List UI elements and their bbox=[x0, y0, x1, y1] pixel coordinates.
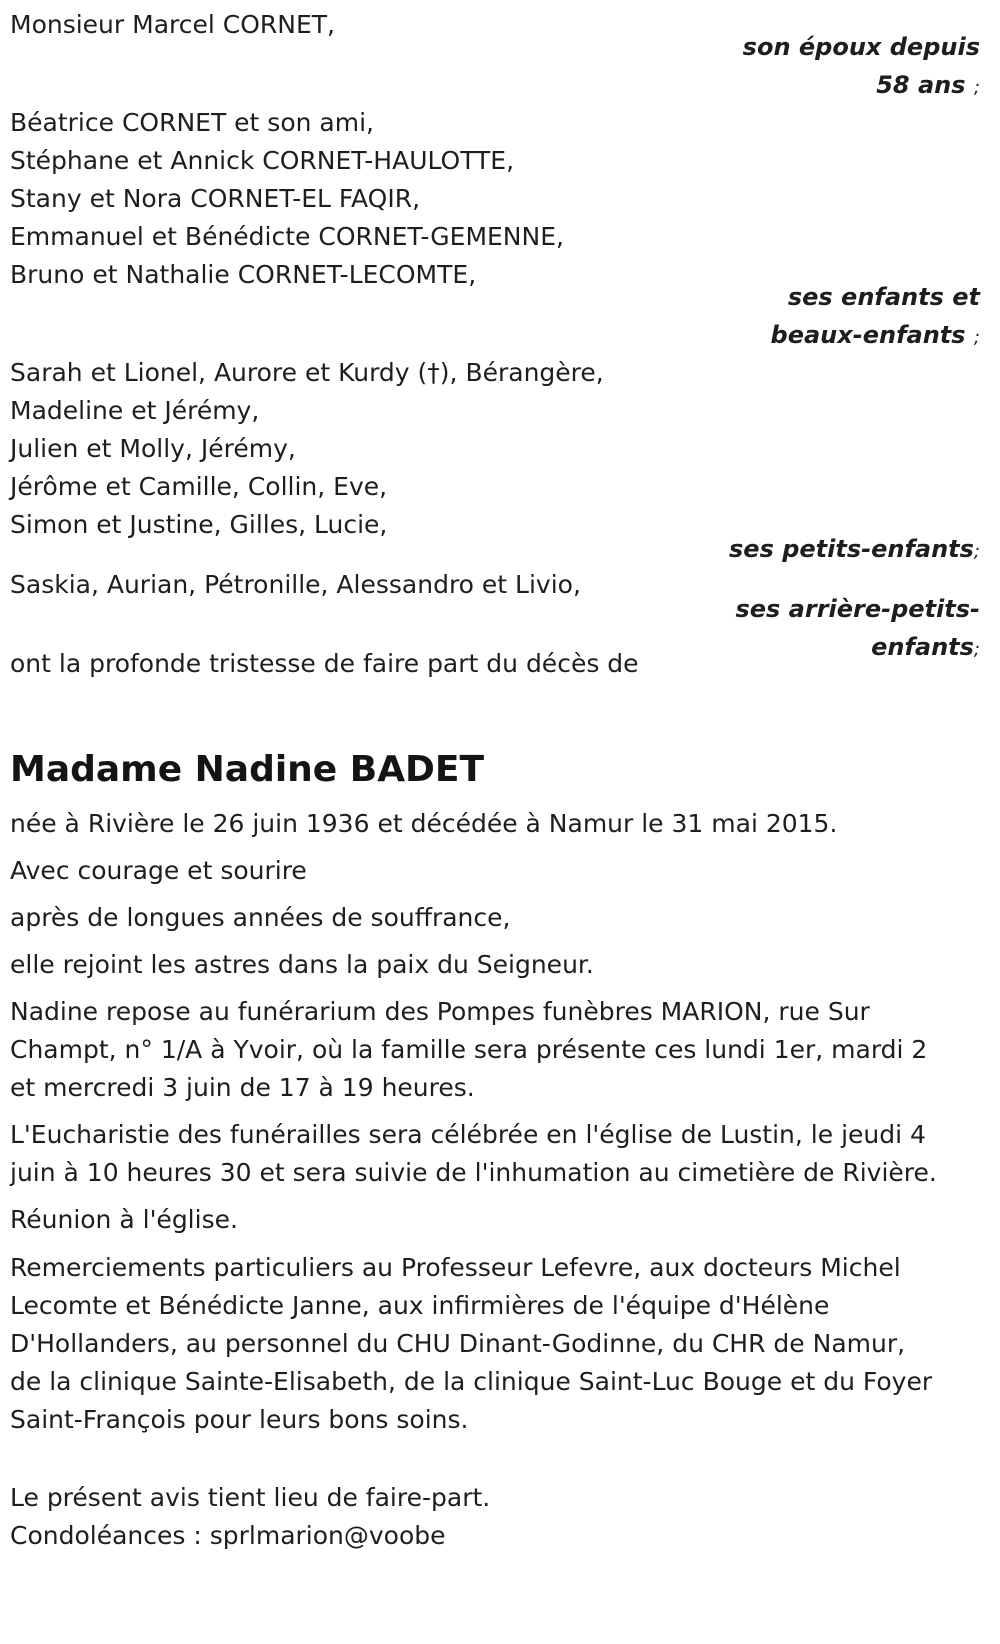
spouse-role-line1: son époux depuis bbox=[742, 33, 980, 61]
great-grandchildren-role-line2 bbox=[871, 628, 980, 669]
children-role-semicolon: ; bbox=[973, 327, 980, 348]
meeting-line: Réunion à l'église. bbox=[10, 1205, 238, 1234]
spouse-role-line2 bbox=[876, 66, 980, 107]
thanks-paragraph: Remerciements particuliers au Professeur Lefevre, aux docteurs Michel Lecomte et Bénédicte Janne, aux infirmières de l'équipe d'Hélène D'Hollanders, au personnel du CHU Dinant-Godinne, du CHR de Namur, de la clinique Sainte-Elisabeth, de la clinique Saint-Luc Bouge et du Foyer Saint-François pour leurs bons soins. bbox=[10, 1253, 933, 1434]
great-grandchildren-role-semicolon: ; bbox=[973, 639, 980, 660]
poem-line-3: elle rejoint les astres dans la paix du Seigneur. bbox=[10, 950, 594, 979]
grandchildren-line-1: Sarah et Lionel, Aurore et Kurdy (†), Bérangère, bbox=[10, 358, 604, 387]
deceased-name: Madame Nadine BADET bbox=[10, 749, 485, 790]
spouse-role-text: 58 ans bbox=[876, 71, 966, 99]
poem-line-1: Avec courage et sourire bbox=[10, 856, 307, 885]
children-role-line1: ses enfants et bbox=[787, 283, 980, 311]
grandchildren-role bbox=[729, 530, 980, 571]
notice-line: Le présent avis tient lieu de faire-part. bbox=[10, 1483, 491, 1512]
birth-death-line: née à Rivière le 26 juin 1936 et décédée à Namur le 31 mai 2015. bbox=[10, 809, 838, 838]
children-line-3: Stany et Nora CORNET-EL FAQIR, bbox=[10, 184, 421, 213]
children-line-2: Stéphane et Annick CORNET-HAULOTTE, bbox=[10, 146, 515, 175]
grandchildren-role-text: ses petits-enfants bbox=[729, 535, 974, 563]
children-line-5: Bruno et Nathalie CORNET-LECOMTE, bbox=[10, 260, 477, 289]
condolences-line: Condoléances : sprlmarion@voobe bbox=[10, 1521, 446, 1550]
grandchildren-line-4: Jérôme et Camille, Collin, Eve, bbox=[10, 472, 388, 501]
children-role-text: beaux-enfants bbox=[770, 321, 966, 349]
great-grandchildren-role-text: enfants bbox=[871, 633, 974, 661]
great-grandchildren-line: Saskia, Aurian, Pétronille, Alessandro et Livio, bbox=[10, 570, 581, 599]
poem-line-2: après de longues années de souffrance, bbox=[10, 903, 511, 932]
children-line-1: Béatrice CORNET et son ami, bbox=[10, 108, 374, 137]
eucharist-paragraph: L'Eucharistie des funérailles sera célébrée en l'église de Lustin, le jeudi 4 juin à 10 heures 30 et sera suivie de l'inhumation au cimetière de Rivière. bbox=[10, 1120, 937, 1187]
grandchildren-role-semicolon: ; bbox=[973, 541, 980, 562]
grandchildren-line-3: Julien et Molly, Jérémy, bbox=[10, 434, 296, 463]
children-line-4: Emmanuel et Bénédicte CORNET-GEMENNE, bbox=[10, 222, 564, 251]
great-grandchildren-role-line1: ses arrière-petits- bbox=[735, 595, 980, 623]
grandchildren-line-5: Simon et Justine, Gilles, Lucie, bbox=[10, 510, 388, 539]
announcement-text: ont la profonde tristesse de faire part du décès de bbox=[10, 649, 639, 678]
spouse-role-semicolon: ; bbox=[973, 77, 980, 98]
grandchildren-line-2: Madeline et Jérémy, bbox=[10, 396, 260, 425]
funerarium-paragraph: Nadine repose au funérarium des Pompes funèbres MARION, rue Sur Champt, n° 1/A à Yvoir, où la famille sera présente ces lundi 1er, mardi 2 et mercredi 3 juin de 17 à 19 heures. bbox=[10, 997, 928, 1102]
spouse-name: Monsieur Marcel CORNET, bbox=[10, 10, 335, 39]
children-role-line2 bbox=[771, 316, 980, 357]
